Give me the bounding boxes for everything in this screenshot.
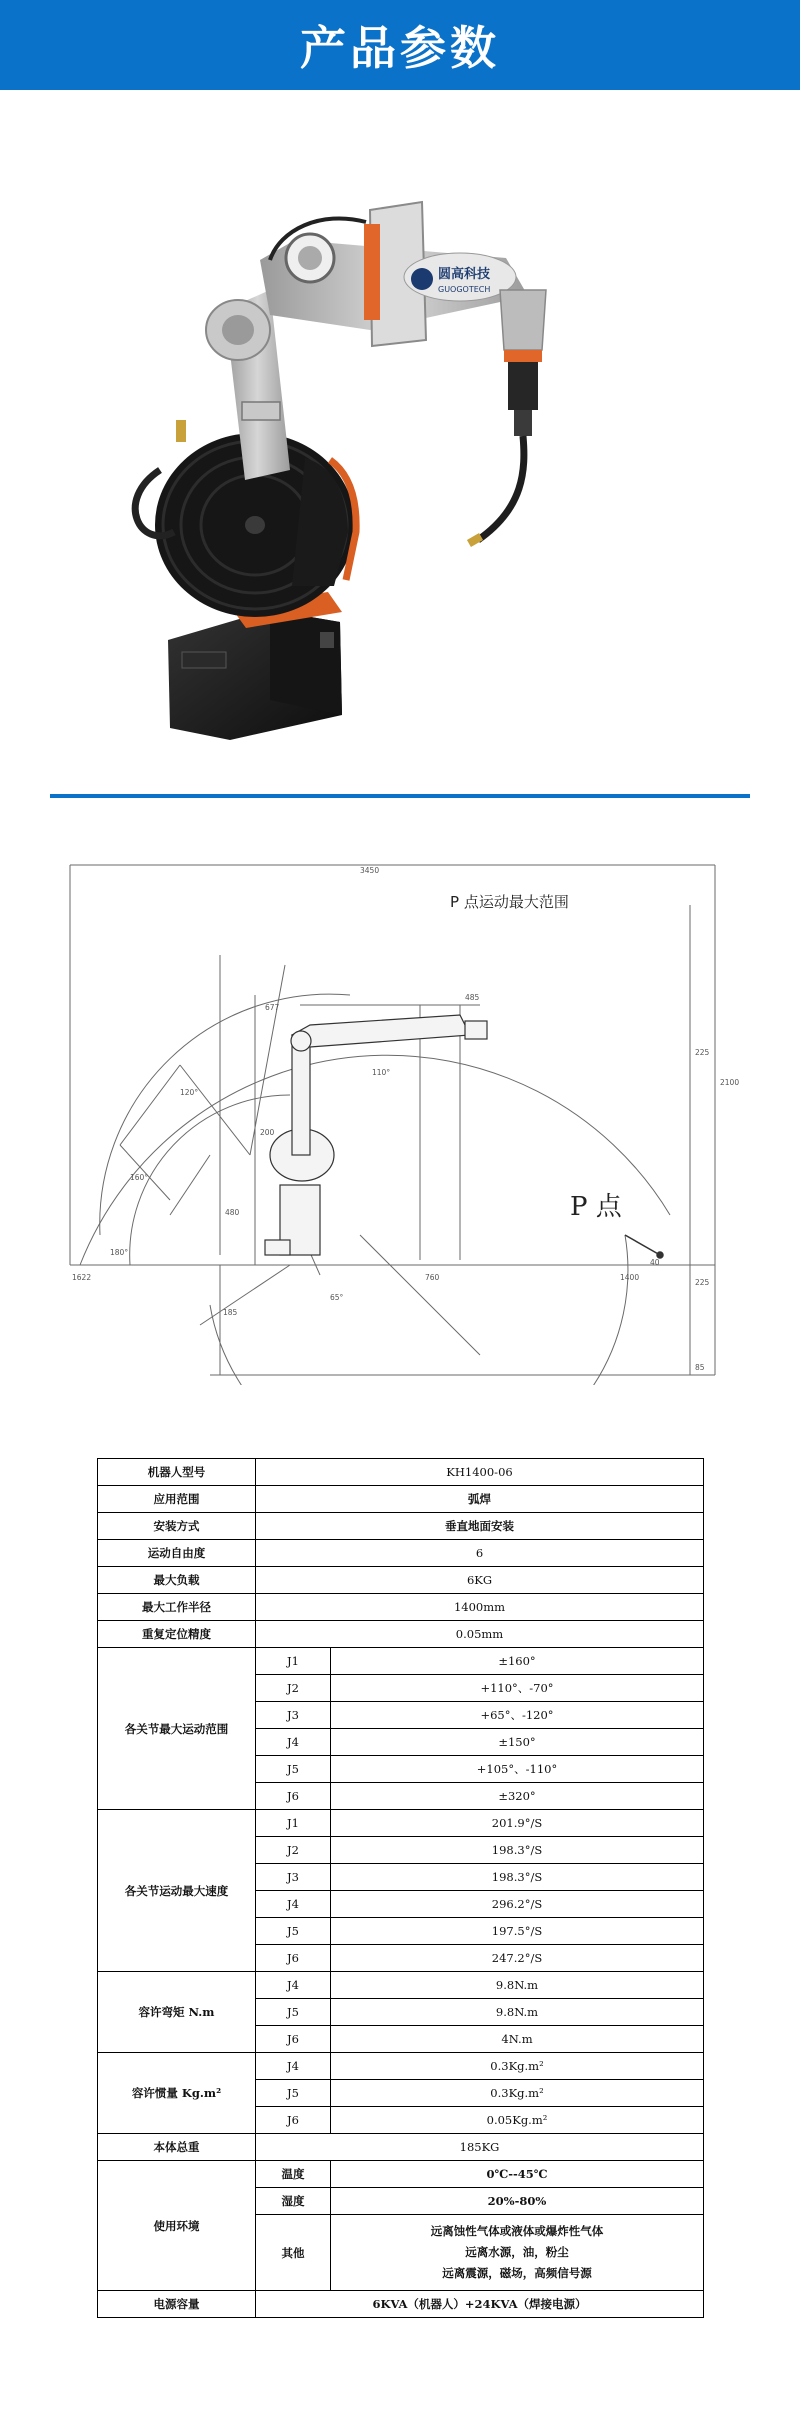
value-cell: 198.3°/S — [331, 1837, 704, 1864]
robot-logo: 圆高科技 — [438, 267, 491, 282]
humidity-label: 湿度 — [256, 2188, 331, 2215]
p-point-marker — [625, 1235, 663, 1258]
angle-110: 110° — [372, 1068, 391, 1077]
dof-label: 运动自由度 — [98, 1540, 256, 1567]
repeat-value: 0.05mm — [256, 1621, 704, 1648]
other-value-2: 远离水源，油，粉尘 — [465, 2245, 569, 2259]
table-row — [98, 2291, 704, 2318]
table-row — [98, 1540, 704, 1567]
application-label: 应用范围 — [98, 1486, 256, 1513]
other-value-1: 远离蚀性气体或液体或爆炸性气体 — [430, 2224, 604, 2238]
table-row — [98, 1513, 704, 1540]
table-row — [98, 2134, 704, 2161]
value-cell: 247.2°/S — [331, 1945, 704, 1972]
robot-base — [168, 610, 342, 740]
joint-cell: J4 — [256, 1891, 331, 1918]
dim-485: 485 — [465, 993, 480, 1002]
power-value: 6KVA（机器人）+24KVA（焊接电源） — [256, 2291, 704, 2318]
working-range-diagram — [60, 855, 740, 1385]
robot-logo-sub: GUOGOTECH — [438, 285, 491, 294]
speed-label: 各关节运动最大速度 — [98, 1810, 256, 1972]
weight-value: 185KG — [256, 2134, 704, 2161]
value-cell: ±150° — [331, 1729, 704, 1756]
value-cell: +105°、-110° — [331, 1756, 704, 1783]
angle-180: 180° — [110, 1248, 129, 1257]
inertia-label: 容许惯量 Kg.m² — [98, 2053, 256, 2134]
value-cell: 197.5°/S — [331, 1918, 704, 1945]
value-cell: 9.8N.m — [331, 1999, 704, 2026]
payload-value: 6KG — [256, 1567, 704, 1594]
table-row — [98, 1459, 704, 1486]
p-point-label: P 点 — [570, 1192, 622, 1222]
value-cell: 0.3Kg.m² — [331, 2053, 704, 2080]
radius-value: 1400mm — [256, 1594, 704, 1621]
dim-2100: 2100 — [720, 1078, 740, 1087]
joint-cell: J6 — [256, 2107, 331, 2134]
payload-label: 最大负载 — [98, 1567, 256, 1594]
range-label: 各关节最大运动范围 — [98, 1648, 256, 1810]
table-row — [98, 2161, 704, 2188]
robot-photo — [120, 140, 680, 750]
value-cell: 0.05Kg.m² — [331, 2107, 704, 2134]
header-bar — [0, 0, 800, 90]
weight-label: 本体总重 — [98, 2134, 256, 2161]
joint-cell: J3 — [256, 1864, 331, 1891]
application-value: 弧焊 — [256, 1486, 704, 1513]
model-value: KH1400-06 — [256, 1459, 704, 1486]
other-label: 其他 — [256, 2215, 331, 2291]
temp-label: 温度 — [256, 2161, 331, 2188]
robot-torch — [467, 290, 546, 547]
dim-225a: 225 — [695, 1048, 710, 1057]
value-cell: ±160° — [331, 1648, 704, 1675]
joint-cell: J5 — [256, 1918, 331, 1945]
joint-cell: J5 — [256, 2080, 331, 2107]
env-label: 使用环境 — [98, 2161, 256, 2291]
p-range-label: P 点运动最大范围 — [450, 893, 569, 911]
value-cell: +65°、-120° — [331, 1702, 704, 1729]
value-cell: 296.2°/S — [331, 1891, 704, 1918]
joint-cell: J6 — [256, 2026, 331, 2053]
dim-225b: 225 — [695, 1278, 710, 1287]
value-cell: 4N.m — [331, 2026, 704, 2053]
table-row — [98, 1648, 704, 1675]
temp-value: 0℃--45℃ — [331, 2161, 704, 2188]
joint-cell: J1 — [256, 1648, 331, 1675]
spec-table — [97, 1458, 704, 2318]
dim-1622: 1622 — [72, 1273, 92, 1282]
section-divider — [50, 794, 750, 798]
radius-label: 最大工作半径 — [98, 1594, 256, 1621]
repeat-label: 重复定位精度 — [98, 1621, 256, 1648]
value-cell: +110°、-70° — [331, 1675, 704, 1702]
table-row — [98, 1594, 704, 1621]
joint-cell: J4 — [256, 2053, 331, 2080]
other-values — [331, 2215, 704, 2291]
mount-value: 垂直地面安装 — [256, 1513, 704, 1540]
table-row — [98, 1972, 704, 1999]
angle-160: 160° — [130, 1173, 149, 1182]
value-cell: 201.9°/S — [331, 1810, 704, 1837]
torque-label: 容许弯矩 N.m — [98, 1972, 256, 2053]
joint-cell: J4 — [256, 1729, 331, 1756]
joint-cell: J1 — [256, 1810, 331, 1837]
diagram-robot — [265, 1015, 487, 1255]
robot-upper-arm — [260, 202, 528, 346]
dim-1400: 1400 — [620, 1273, 640, 1282]
dim-40: 40 — [650, 1258, 660, 1267]
table-row — [98, 2053, 704, 2080]
dim-85: 85 — [695, 1363, 705, 1372]
table-row — [98, 1486, 704, 1513]
joint-cell: J6 — [256, 1783, 331, 1810]
value-cell: 0.3Kg.m² — [331, 2080, 704, 2107]
humidity-value: 20%-80% — [331, 2188, 704, 2215]
mount-label: 安装方式 — [98, 1513, 256, 1540]
joint-cell: J4 — [256, 1972, 331, 1999]
model-label: 机器人型号 — [98, 1459, 256, 1486]
joint-cell: J5 — [256, 1756, 331, 1783]
angle-120: 120° — [180, 1088, 199, 1097]
value-cell: 9.8N.m — [331, 1972, 704, 1999]
dof-value: 6 — [256, 1540, 704, 1567]
table-row — [98, 1810, 704, 1837]
dim-185: 185 — [223, 1308, 238, 1317]
dim-200: 200 — [260, 1128, 275, 1137]
joint-cell: J6 — [256, 1945, 331, 1972]
joint-cell: J5 — [256, 1999, 331, 2026]
value-cell: 198.3°/S — [331, 1864, 704, 1891]
dim-677: 677 — [265, 1003, 280, 1012]
dim-760: 760 — [425, 1273, 440, 1282]
angle-65: 65° — [330, 1293, 344, 1302]
power-label: 电源容量 — [98, 2291, 256, 2318]
table-row — [98, 1567, 704, 1594]
joint-cell: J3 — [256, 1702, 331, 1729]
other-value-3: 远离震源，磁场，高频信号源 — [442, 2266, 592, 2280]
page-title: 产品参数 — [300, 21, 500, 75]
dim-3450: 3450 — [360, 866, 380, 875]
joint-cell: J2 — [256, 1837, 331, 1864]
table-row — [98, 1621, 704, 1648]
dim-480: 480 — [225, 1208, 240, 1217]
value-cell: ±320° — [331, 1783, 704, 1810]
joint-cell: J2 — [256, 1675, 331, 1702]
